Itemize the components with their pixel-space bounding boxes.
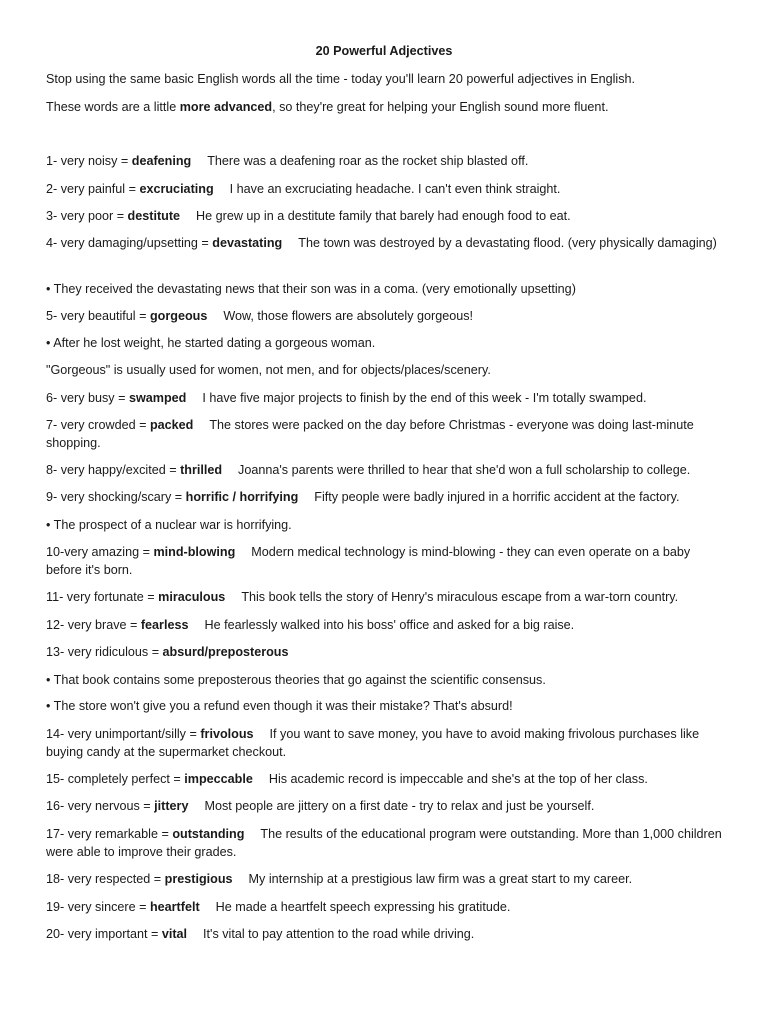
list-item — [46, 207, 726, 225]
entry-word: devastating — [212, 236, 283, 250]
entry-example: The town was destroyed by a devastating flood. (very physically damaging) — [298, 236, 717, 250]
list-item — [46, 825, 726, 861]
usage-note: "Gorgeous" is usually used for women, not men, and for objects/places/scenery. — [46, 363, 491, 377]
entry-prefix: 20- very important = — [46, 927, 162, 941]
entry-example: He fearlessly walked into his boss' office and asked for a big raise. — [204, 618, 575, 632]
entry-prefix: 9- very shocking/scary = — [46, 490, 186, 504]
intro-line-2 — [46, 98, 726, 116]
entry-prefix: 6- very busy = — [46, 391, 129, 405]
entry-word: impeccable — [184, 772, 253, 786]
entry-prefix: 12- very brave = — [46, 618, 141, 632]
entry-example: He made a heartfelt speech expressing his gratitude. — [215, 900, 511, 914]
page-title: 20 Powerful Adjectives — [315, 44, 453, 58]
entry-word: heartfelt — [149, 900, 200, 914]
entry-word: jittery — [154, 799, 189, 813]
entry-prefix: 4- very damaging/upsetting = — [46, 236, 213, 250]
intro-line-1: Stop using the same basic English words all the time - today you'll learn 20 powerful adjectives in English. — [46, 72, 636, 86]
entry-prefix: 5- very beautiful = — [46, 309, 150, 323]
entry-prefix: 3- very poor = — [46, 209, 128, 223]
list-item-bullet: • After he lost weight, he started dating a gorgeous woman. — [46, 336, 376, 350]
entry-example: I have an excruciating headache. I can't even think straight. — [229, 182, 561, 196]
entry-example: Joanna's parents were thrilled to hear that she'd won a full scholarship to college. — [238, 463, 691, 477]
entry-example: Modern medical technology is mind-blowing - they can even operate on a baby before it's born. — [46, 545, 691, 577]
entry-word: absurd/preposterous — [162, 645, 289, 659]
entry-prefix: 16- very nervous = — [46, 799, 155, 813]
entry-prefix: 11- very fortunate = — [46, 590, 159, 604]
intro-emphasis: more advanced — [179, 100, 273, 114]
entry-word: swamped — [128, 391, 187, 405]
entry-prefix: 13- very ridiculous = — [46, 645, 163, 659]
list-item — [46, 461, 726, 479]
list-item — [46, 770, 726, 788]
entry-example: It's vital to pay attention to the road while driving. — [203, 927, 475, 941]
list-item-bullet: • That book contains some preposterous theories that go against the scientific consensus. — [46, 673, 546, 687]
entry-word: thrilled — [180, 463, 223, 477]
list-item — [46, 588, 726, 606]
list-item-bullet: • They received the devastating news that their son was in a coma. (very emotionally upsetting) — [46, 282, 576, 296]
entry-example: If you want to save money, you have to avoid making frivolous purchases like buying candy at the supermarket checkout. — [46, 727, 700, 759]
list-item — [46, 180, 726, 198]
entry-example: He grew up in a destitute family that barely had enough food to eat. — [196, 209, 571, 223]
list-item-bullet: • The store won't give you a refund even though it was their mistake? That's absurd! — [46, 699, 513, 713]
entry-prefix: 17- very remarkable = — [46, 827, 173, 841]
entry-word: fearless — [140, 618, 189, 632]
list-item — [46, 725, 726, 761]
list-item — [46, 543, 726, 579]
intro-text: These words are a little — [46, 100, 180, 114]
entry-word: excruciating — [139, 182, 214, 196]
entry-prefix: 10-very amazing = — [46, 545, 154, 559]
entry-word: vital — [161, 927, 188, 941]
entry-word: destitute — [127, 209, 181, 223]
entry-word: frivolous — [200, 727, 254, 741]
list-item — [46, 925, 726, 943]
entry-example: His academic record is impeccable and she's at the top of her class. — [268, 772, 648, 786]
entry-word: prestigious — [164, 872, 233, 886]
list-item — [46, 389, 726, 407]
entry-prefix: 14- very unimportant/silly = — [46, 727, 201, 741]
list-item — [46, 152, 726, 170]
entry-word: horrific / horrifying — [185, 490, 299, 504]
list-item — [46, 643, 726, 661]
entry-word: mind-blowing — [153, 545, 236, 559]
entry-word: miraculous — [158, 590, 226, 604]
entry-word: packed — [149, 418, 194, 432]
entry-prefix: 7- very crowded = — [46, 418, 150, 432]
intro-text: , so they're great for helping your English sound more fluent. — [272, 100, 609, 114]
entry-example: The results of the educational program were outstanding. More than 1,000 children were able to improve their grades. — [46, 827, 722, 859]
list-item — [46, 307, 726, 325]
entry-example: The stores were packed on the day before Christmas - everyone was doing last-minute shopping. — [46, 418, 694, 450]
entry-word: outstanding — [172, 827, 245, 841]
list-item — [46, 416, 726, 452]
entry-prefix: 1- very noisy = — [46, 154, 132, 168]
entry-example: There was a deafening roar as the rocket ship blasted off. — [207, 154, 529, 168]
list-item — [46, 797, 726, 815]
list-item-bullet: • The prospect of a nuclear war is horrifying. — [46, 518, 292, 532]
entry-example: Most people are jittery on a first date - try to relax and just be yourself. — [204, 799, 595, 813]
entry-prefix: 8- very happy/excited = — [46, 463, 181, 477]
entry-example: I have five major projects to finish by the end of this week - I'm totally swamped. — [202, 391, 647, 405]
list-item — [46, 870, 726, 888]
entry-word: gorgeous — [149, 309, 208, 323]
entry-example: Fifty people were badly injured in a horrific accident at the factory. — [314, 490, 680, 504]
entry-prefix: 18- very respected = — [46, 872, 165, 886]
list-item — [46, 488, 726, 506]
list-item — [46, 898, 726, 916]
list-item — [46, 234, 726, 252]
entry-word: deafening — [131, 154, 192, 168]
entry-prefix: 19- very sincere = — [46, 900, 150, 914]
entry-example: Wow, those flowers are absolutely gorgeous! — [223, 309, 474, 323]
entry-example: My internship at a prestigious law firm was a great start to my career. — [248, 872, 633, 886]
list-item — [46, 616, 726, 634]
entry-prefix: 2- very painful = — [46, 182, 140, 196]
entry-example: This book tells the story of Henry's miraculous escape from a war-torn country. — [241, 590, 679, 604]
entry-prefix: 15- completely perfect = — [46, 772, 185, 786]
